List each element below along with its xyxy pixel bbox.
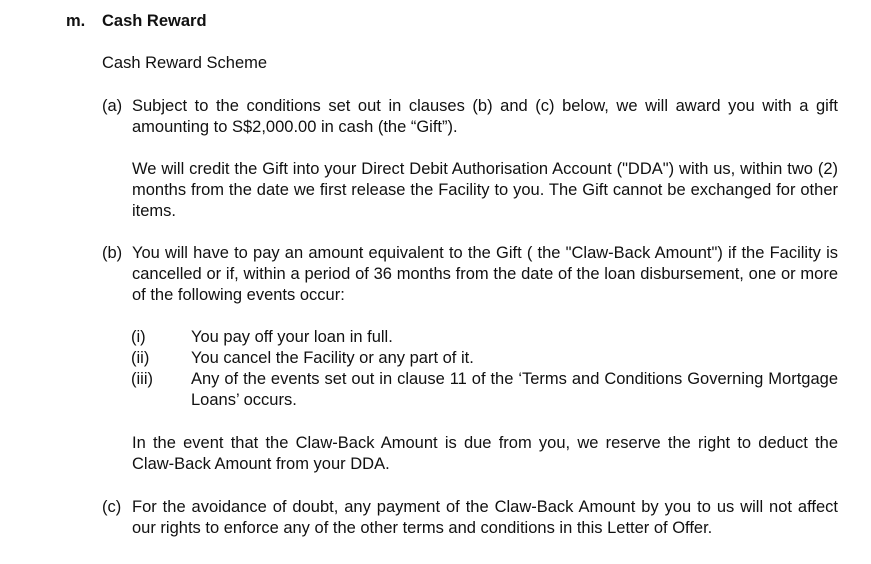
clause-a-label: (a): [102, 97, 123, 115]
section-number: m.: [66, 12, 86, 30]
clause-b-event-list: [131, 327, 838, 411]
clause-c: [102, 497, 838, 539]
clause-c-label: (c): [102, 498, 122, 516]
clause-a-continued: [102, 159, 838, 222]
clause-b-paragraph-1: You will have to pay an amount equivalent to the Gift ( the "Claw-Back Amount") if the Facility is cancelled or if, within a period of 36 months from the date of the loan disbursement, one or more of the following events occur:: [132, 244, 838, 304]
clause-b-paragraph-2: In the event that the Claw-Back Amount is due from you, we reserve the right to deduct the Claw-Back Amount from your DDA.: [132, 434, 838, 473]
list-item-label: (i): [131, 328, 146, 346]
clause-b-label: (b): [102, 244, 123, 262]
clause-c-paragraph-1: For the avoidance of doubt, any payment of the Claw-Back Amount by you to us will not affect our rights to enforce any of the other terms and conditions in this Letter of Offer.: [132, 498, 838, 537]
clause-a-paragraph-2: We will credit the Gift into your Direct Debit Authorisation Account ("DDA") with us, within two (2) months from the date we first release the Facility to you. The Gift cannot be exchanged for other items.: [132, 160, 838, 220]
clause-a: [102, 96, 838, 138]
list-item-label: (ii): [131, 349, 150, 367]
list-item-text: You pay off your loan in full.: [191, 328, 393, 346]
section-heading: [66, 11, 207, 32]
list-item-label: (iii): [131, 370, 153, 388]
clause-b-continued: [102, 433, 838, 475]
list-item-text: Any of the events set out in clause 11 of the ‘Terms and Conditions Governing Mortgage Loans’ occurs.: [191, 370, 838, 409]
list-item-text: You cancel the Facility or any part of it.: [191, 349, 474, 367]
list-item: [131, 369, 838, 411]
list-item: [131, 348, 838, 369]
clause-a-paragraph-1: Subject to the conditions set out in clauses (b) and (c) below, we will award you with a gift amounting to S$2,000.00 in cash (the “Gift”).: [132, 97, 838, 136]
clause-b: [102, 243, 838, 306]
section-subtitle: Cash Reward Scheme: [102, 54, 268, 72]
section-title: Cash Reward: [102, 12, 207, 30]
list-item: [131, 327, 838, 348]
